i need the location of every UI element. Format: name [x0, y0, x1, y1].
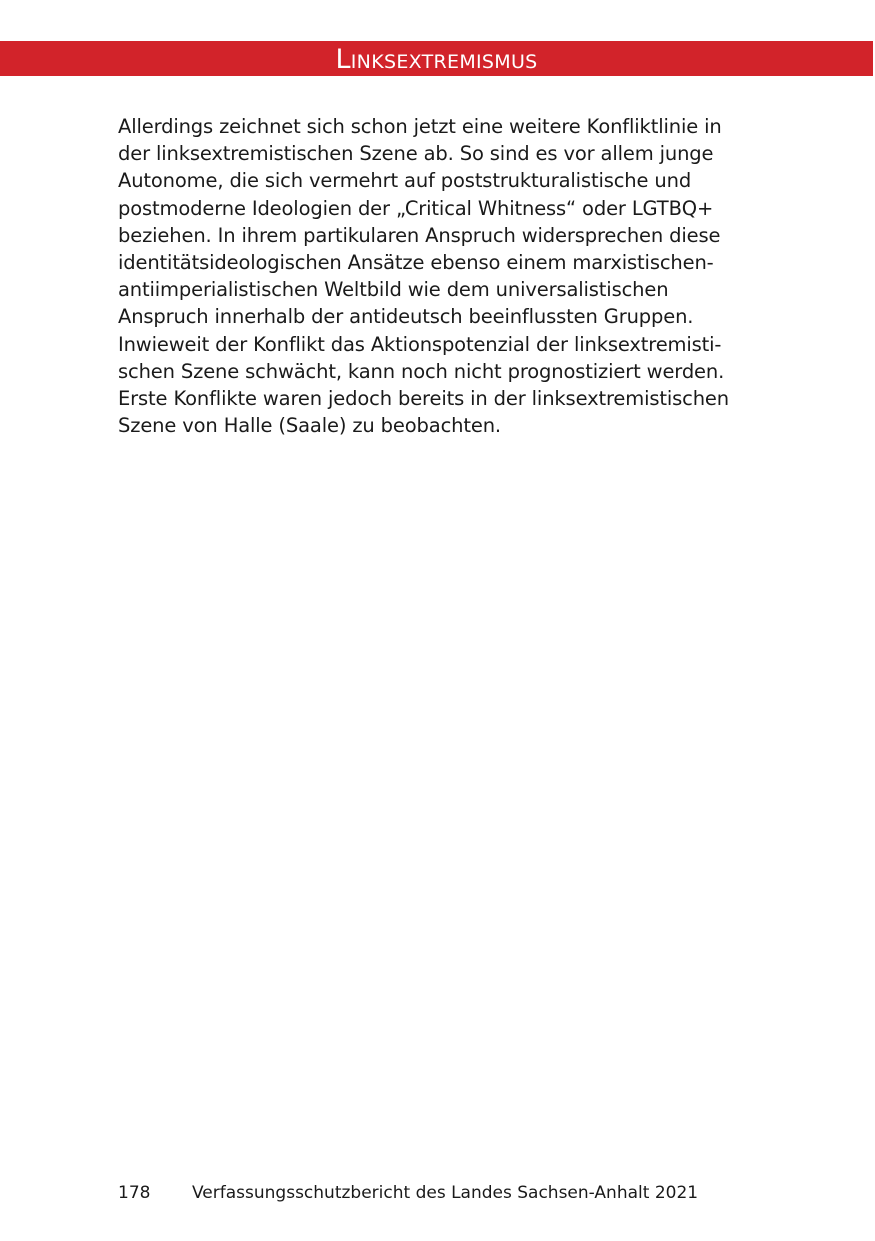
- paragraph-line: beziehen. In ihrem partikularen Anspruch widersprechen diese: [118, 223, 721, 247]
- section-title: Linksextremismus: [335, 44, 538, 75]
- publication-title: Verfassungsschutzbericht des Landes Sachsen-Anhalt 2021: [192, 1183, 699, 1203]
- paragraph-line: Szene von Halle (Saale) zu beobachten.: [118, 414, 501, 438]
- paragraph-line: Anspruch innerhalb der antideutsch beeinflussten Gruppen.: [118, 305, 694, 329]
- paragraph-line: der linksextremistischen Szene ab. So sind es vor allem junge: [118, 142, 714, 166]
- paragraph-line: Erste Konflikte waren jedoch bereits in der linksextremistischen: [118, 387, 729, 411]
- body-paragraph: [118, 113, 768, 439]
- paragraph-line: Autonome, die sich vermehrt auf poststrukturalistische und: [118, 169, 692, 193]
- page-number: 178: [118, 1183, 151, 1203]
- paragraph-line: antiimperialistischen Weltbild wie dem universalistischen: [118, 278, 669, 302]
- paragraph-line: Allerdings zeichnet sich schon jetzt eine weitere Konfliktlinie in: [118, 115, 722, 138]
- paragraph-line: identitätsideologischen Ansätze ebenso einem marxistischen-: [118, 251, 714, 275]
- paragraph-line: schen Szene schwächt, kann noch nicht prognostiziert werden.: [118, 359, 725, 383]
- paragraph-line: postmoderne Ideologien der „Critical Whitness“ oder LGTBQ+: [118, 196, 714, 220]
- paragraph-line: Inwieweit der Konflikt das Aktionspotenzial der linksextremisti-: [118, 332, 722, 356]
